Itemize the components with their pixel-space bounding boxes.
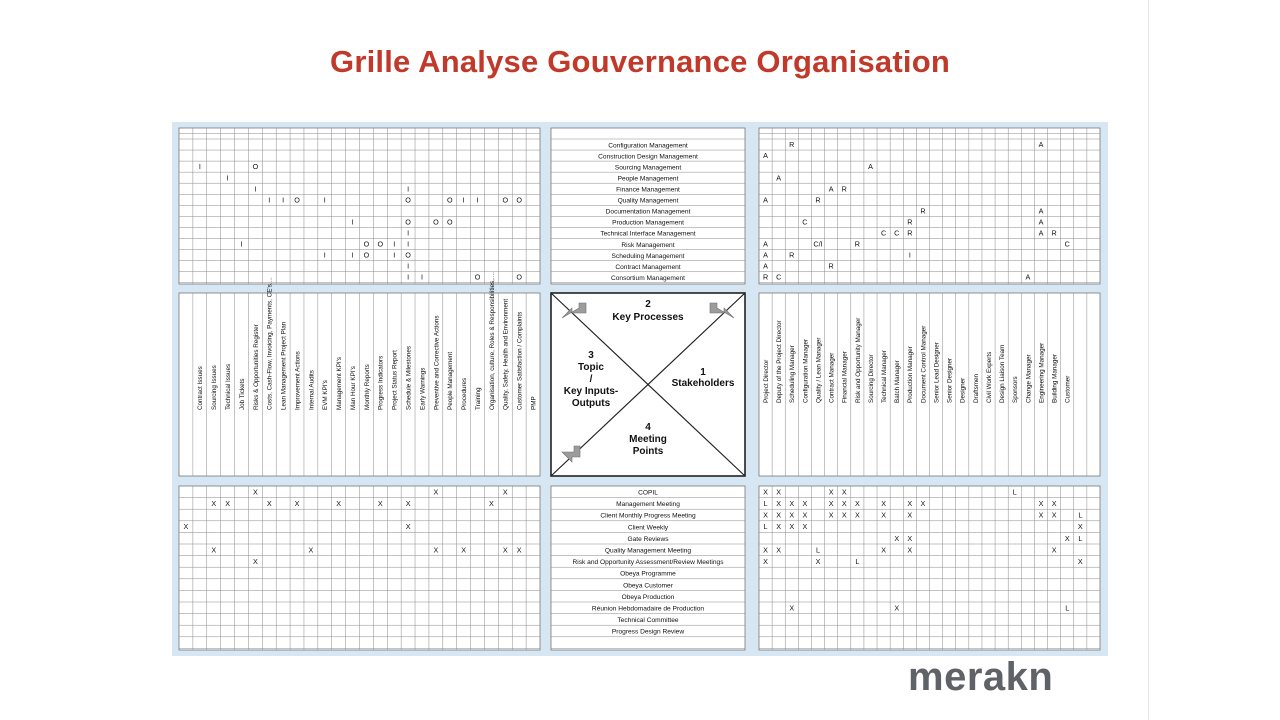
process-topic-mark: O (405, 250, 411, 260)
process-stakeholder-mark: R (841, 184, 847, 194)
process-stakeholder-mark: C (894, 228, 900, 238)
meeting-stakeholder-mark: X (841, 487, 847, 497)
process-stakeholder-mark: A (763, 151, 768, 161)
quadrant-4-line1: Meeting (629, 434, 667, 445)
process-topic-mark: I (351, 250, 354, 260)
process-topic-mark: I (407, 239, 410, 249)
topic-label: Man Hour KPI's (349, 366, 357, 410)
meeting-stakeholder-mark: X (881, 545, 886, 555)
topic-label: Early Warnings (419, 367, 427, 410)
process-topic-mark: I (323, 250, 326, 260)
process-label: Construction Design Management (598, 153, 698, 161)
meeting-topic-mark: X (294, 499, 300, 508)
quadrant-4-number: 4 (645, 422, 651, 433)
meeting-label: COPIL (638, 489, 658, 497)
meeting-stakeholder-mark: L (1065, 603, 1070, 613)
meeting-topic-mark: X (225, 499, 230, 508)
process-stakeholder-mark: R (828, 261, 834, 271)
meeting-stakeholder-mark: X (776, 522, 782, 532)
stakeholder-label: Document Control Manager (920, 325, 928, 403)
process-stakeholder-mark: C (880, 228, 887, 238)
meeting-stakeholder-mark: X (841, 510, 847, 520)
meeting-stakeholder-mark: X (763, 545, 768, 555)
meeting-stakeholder-mark: X (881, 510, 886, 520)
stakeholder-label: Senior Lead Designer (933, 342, 941, 403)
process-topic-mark: O (474, 272, 481, 282)
process-stakeholder-mark: R (789, 250, 795, 260)
process-topic-mark: O (405, 217, 411, 227)
process-topic-mark: I (351, 217, 354, 227)
meeting-label: Quality Management Meeting (604, 547, 692, 555)
process-topic-mark: I (462, 195, 465, 205)
meeting-stakeholder-mark: L (763, 499, 768, 508)
meeting-label: Gate Reviews (627, 535, 669, 543)
stakeholder-label: Deputy of the Project Director (776, 320, 784, 403)
meeting-topic-mark: X (433, 487, 439, 497)
quadrant-3-line2: / (589, 374, 593, 385)
meeting-stakeholder-mark: X (1077, 557, 1083, 566)
process-label: Scheduling Management (611, 252, 685, 260)
process-stakeholder-mark: A (868, 162, 873, 172)
topic-label: Lean Management Project Plan (280, 321, 288, 410)
meeting-stakeholder-mark: X (763, 487, 768, 497)
quadrant-3-number: 3 (588, 350, 594, 361)
stakeholder-label: Change Manager (1025, 354, 1033, 403)
process-topic-mark: O (294, 195, 300, 205)
topic-label: Schedule & Milestones (405, 345, 413, 410)
process-stakeholder-mark: A (828, 184, 834, 194)
meeting-stakeholder-mark: X (776, 510, 782, 520)
meeting-stakeholder-mark: X (776, 545, 782, 555)
meeting-topic-mark: X (377, 499, 383, 508)
process-stakeholder-mark: A (1038, 228, 1044, 238)
stakeholder-label: Scheduling Manager (789, 345, 797, 403)
meeting-stakeholder-mark: X (802, 510, 808, 520)
process-topic-mark: O (516, 272, 522, 282)
process-topic-mark: I (323, 195, 326, 205)
process-label: People Management (617, 175, 679, 183)
topic-label: PMP (530, 396, 538, 410)
process-topic-mark: I (407, 261, 410, 271)
meeting-stakeholder-mark: L (855, 557, 860, 566)
process-stakeholder-mark: R (1051, 228, 1057, 238)
process-label: Consortium Management (610, 274, 686, 282)
meeting-stakeholder-mark: L (1012, 487, 1017, 497)
process-topic-mark: I (240, 239, 243, 249)
topic-label: Sourcing Issues (211, 365, 219, 410)
meeting-stakeholder-mark: X (828, 499, 834, 508)
process-topic-mark: I (268, 195, 271, 205)
process-label: Technical Interface Management (600, 230, 696, 238)
meeting-topic-mark: X (336, 499, 342, 508)
process-topic-mark: I (407, 184, 410, 194)
process-stakeholder-mark: C (776, 272, 782, 282)
process-topic-mark: I (476, 195, 479, 205)
meeting-topic-mark: X (502, 487, 508, 497)
process-topic-mark: I (282, 195, 285, 205)
process-stakeholder-mark: R (907, 217, 913, 227)
stakeholder-label: Batch Manager (894, 360, 902, 403)
meeting-stakeholder-mark: X (789, 510, 795, 520)
meeting-stakeholder-mark: L (763, 522, 768, 532)
process-stakeholder-mark: R (907, 228, 913, 238)
meeting-stakeholder-mark: X (1051, 545, 1057, 555)
quadrant-3-line4: Outputs (571, 398, 611, 409)
process-topic-mark: O (252, 162, 259, 172)
process-topic-mark: O (363, 250, 370, 260)
meeting-topic-mark: X (405, 499, 411, 508)
meeting-stakeholder-mark: X (789, 522, 795, 532)
process-topic-mark: O (405, 195, 411, 205)
meeting-stakeholder-mark: X (802, 522, 808, 532)
quadrant-2-label: Key Processes (612, 312, 684, 323)
meeting-stakeholder-mark: X (1051, 499, 1057, 508)
topic-label: People Management (447, 351, 455, 410)
meeting-stakeholder-mark: X (776, 499, 782, 508)
meeting-topic-mark: X (405, 522, 411, 532)
meeting-stakeholder-mark: X (1038, 510, 1044, 520)
process-stakeholder-mark: A (763, 261, 768, 271)
meeting-label: Technical Committee (617, 617, 679, 625)
topic-label: Quality, Safety, Health and Environment (502, 298, 510, 410)
process-topic-mark: I (198, 162, 201, 172)
meeting-stakeholder-mark: X (1064, 533, 1070, 543)
process-stakeholder-mark: A (1038, 217, 1044, 227)
topic-label: Job Tickets (238, 378, 246, 410)
topic-label: Management KPI's (336, 356, 344, 410)
process-topic-mark: O (363, 239, 370, 249)
stakeholder-label: Production Manager (907, 346, 915, 403)
process-topic-mark: O (446, 217, 453, 227)
meeting-stakeholder-mark: L (816, 545, 821, 555)
meeting-topic-mark: X (516, 545, 522, 555)
meeting-stakeholder-mark: X (894, 533, 900, 543)
meeting-stakeholder-mark: X (763, 557, 768, 566)
meeting-label: Risk and Opportunity Assessment/Review Meetings (572, 559, 724, 567)
topic-label: Contract Issues (197, 366, 205, 410)
quadrant-1-label: Stakeholders (671, 378, 735, 389)
meeting-label: Client Monthly Progress Meeting (600, 512, 696, 520)
meeting-label: Obeya Production (621, 593, 675, 601)
meeting-topic-mark: X (489, 499, 494, 508)
stakeholder-label: Financial Manager (841, 351, 849, 403)
meeting-label: Progress Design Review (611, 628, 685, 636)
process-stakeholder-mark: A (1038, 140, 1044, 150)
process-label: Quality Management (617, 197, 679, 205)
process-stakeholder-mark: A (1038, 206, 1044, 216)
process-stakeholder-mark: A (763, 239, 768, 249)
process-stakeholder-mark: R (815, 195, 821, 205)
topic-label: Monthly Reports (363, 364, 371, 410)
stakeholder-label: Civil Work Experts (985, 351, 993, 403)
meeting-stakeholder-mark: X (828, 510, 834, 520)
process-topic-mark: I (407, 228, 410, 238)
meeting-topic-mark: X (266, 499, 272, 508)
stakeholder-label: Customer (1064, 375, 1072, 403)
meeting-topic-mark: X (252, 557, 258, 566)
page-title: Grille Analyse Gouvernance Organisation (330, 44, 950, 79)
meeting-stakeholder-mark: X (920, 499, 926, 508)
meeting-stakeholder-mark: X (1077, 522, 1083, 532)
process-topic-mark: I (393, 239, 396, 249)
process-stakeholder-mark: R (789, 140, 795, 150)
meeting-topic-mark: X (502, 545, 508, 555)
meeting-stakeholder-mark: X (789, 603, 795, 613)
process-topic-mark: O (433, 217, 439, 227)
meeting-stakeholder-mark: X (828, 487, 834, 497)
meeting-stakeholder-mark: L (1078, 533, 1083, 543)
center-diagram (551, 293, 745, 476)
quadrant-2-number: 2 (645, 299, 651, 310)
process-stakeholder-mark: A (763, 250, 768, 260)
meeting-stakeholder-mark: X (802, 499, 808, 508)
process-topic-mark: I (393, 250, 396, 260)
topic-label: Customer Satisfaction / Complaints (516, 311, 524, 410)
topic-label: Training (474, 387, 482, 410)
process-stakeholder-mark: C (1064, 239, 1070, 249)
process-stakeholder-mark: C/I (813, 239, 823, 249)
stakeholder-label: Quality / Lean Manager (815, 337, 823, 403)
meeting-stakeholder-mark: X (907, 533, 913, 543)
quadrant-1-number: 1 (700, 367, 706, 378)
process-topic-mark: I (420, 272, 423, 282)
stakeholder-label: Building Manager (1051, 353, 1059, 403)
process-label: Finance Management (616, 186, 680, 194)
meeting-stakeholder-mark: X (815, 557, 821, 566)
stakeholder-label: Engineering Manager (1038, 342, 1046, 403)
process-stakeholder-mark: R (920, 206, 926, 216)
meeting-stakeholder-mark: L (1078, 510, 1083, 520)
process-topic-mark: O (516, 195, 522, 205)
stakeholder-label: Senior Designer (946, 357, 954, 403)
meeting-stakeholder-mark: X (776, 487, 782, 497)
process-stakeholder-mark: A (1025, 272, 1031, 282)
meeting-stakeholder-mark: X (894, 603, 900, 613)
quadrant-3-line1: Topic (578, 362, 604, 373)
stakeholder-label: Technical Manager (880, 350, 888, 403)
process-stakeholder-mark: R (854, 239, 860, 249)
process-label: Configuration Management (608, 142, 688, 150)
meeting-stakeholder-mark: X (789, 499, 795, 508)
process-topic-mark: O (446, 195, 453, 205)
topic-label: Procedures (461, 377, 469, 410)
topic-label: Progress Indicators (377, 355, 385, 410)
meeting-topic-mark: X (433, 545, 439, 555)
meeting-topic-mark: X (308, 545, 314, 555)
meeting-label: Réunion Hebdomadaire de Production (591, 605, 705, 613)
meeting-topic-mark: X (252, 487, 258, 497)
stakeholder-label: Risk and Opportunity Manager (854, 317, 862, 403)
stakeholder-label: Project Director (762, 359, 770, 403)
process-topic-mark: O (377, 239, 384, 249)
topic-label: Internal Audits (308, 370, 316, 410)
meeting-topic-mark: X (211, 499, 217, 508)
process-label: Contract Management (615, 263, 681, 271)
topic-label: Organisation, culture, Roles & Responsibilities,.... (488, 272, 496, 410)
process-stakeholder-mark: C (802, 217, 808, 227)
stakeholder-label: Sponsors (1012, 376, 1020, 403)
meraki-logo (908, 655, 1053, 700)
logo-text: merakn (908, 655, 1054, 699)
stakeholder-label: Designer (959, 377, 967, 403)
meeting-stakeholder-mark: X (1051, 510, 1057, 520)
process-topic-mark: I (226, 173, 229, 183)
meeting-stakeholder-mark: X (854, 510, 860, 520)
process-stakeholder-mark: R (762, 272, 769, 282)
process-label: Sourcing Management (614, 164, 682, 172)
process-label: Risk Management (621, 241, 675, 249)
process-topic-mark: O (502, 195, 509, 205)
meeting-stakeholder-mark: X (841, 499, 847, 508)
meeting-topic-mark: X (183, 522, 189, 532)
meeting-stakeholder-mark: X (907, 499, 913, 508)
topic-label: EVM KPI's (322, 380, 330, 410)
topic-label: Risks & Opportunities Register (252, 324, 260, 410)
meeting-label: Obeya Customer (623, 582, 673, 590)
quadrant-3-line3: Key Inputs- (563, 386, 619, 397)
topic-label: Costs, Cash-Flow, Invoicing, Payments, CE's.... (266, 277, 274, 410)
process-stakeholder-mark: A (763, 195, 768, 205)
process-label: Documentation Management (605, 208, 691, 216)
topic-label: Technical Issues (224, 363, 232, 410)
stakeholder-label: Design Liaison Team (999, 344, 1007, 403)
topic-label: Improvement Actions (294, 351, 302, 410)
meeting-topic-mark: X (461, 545, 467, 555)
meeting-label: Management Meeting (616, 501, 680, 509)
process-label: Production Management (612, 219, 684, 227)
meeting-stakeholder-mark: X (881, 499, 886, 508)
meeting-stakeholder-mark: X (763, 510, 768, 520)
meeting-stakeholder-mark: X (907, 510, 913, 520)
meeting-topic-mark: X (211, 545, 217, 555)
stakeholder-label: Contract Manager (828, 352, 836, 403)
stakeholder-label: Draftsmen (972, 373, 980, 403)
process-topic-mark: I (407, 272, 410, 282)
meeting-stakeholder-mark: X (907, 545, 913, 555)
quadrant-4-line2: Points (632, 446, 664, 457)
meeting-label: Client Weekly (627, 524, 669, 532)
topic-label: Preventive and Corrective Actions (433, 315, 441, 410)
meeting-stakeholder-mark: X (854, 499, 860, 508)
meeting-label: Obeya Programme (620, 570, 676, 578)
process-stakeholder-mark: A (776, 173, 782, 183)
process-stakeholder-mark: I (908, 250, 911, 260)
meeting-stakeholder-mark: X (1038, 499, 1044, 508)
process-topic-mark: I (254, 184, 257, 194)
stakeholder-label: Configuration Manager (802, 338, 810, 403)
stakeholder-label: Sourcing Director (867, 354, 875, 403)
topic-label: Project Status Report (391, 350, 399, 410)
